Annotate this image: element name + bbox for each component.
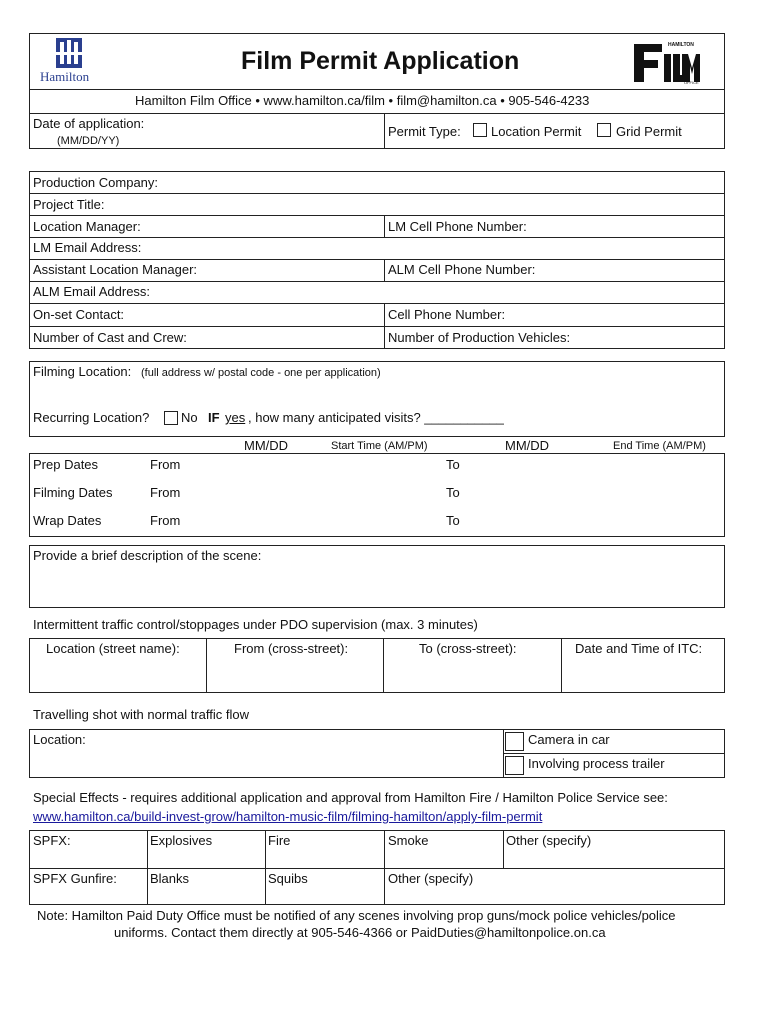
process-trailer-label: Involving process trailer xyxy=(528,756,665,771)
traffic-from-column[interactable]: From (cross-street): xyxy=(234,641,349,656)
date-format-hint: (MM/DD/YY) xyxy=(57,135,120,147)
recurring-no-checkbox[interactable] xyxy=(164,411,178,425)
grid-permit-label: Grid Permit xyxy=(616,124,682,139)
production-company-field[interactable]: Production Company: xyxy=(33,175,159,190)
prep-dates-label: Prep Dates xyxy=(33,457,99,472)
location-permit-checkbox[interactable] xyxy=(473,123,487,137)
production-info-box xyxy=(29,171,725,349)
onset-contact-field[interactable]: On-set Contact: xyxy=(33,307,125,322)
alm-email-field[interactable]: ALM Email Address: xyxy=(33,284,151,299)
wrap-dates-label: Wrap Dates xyxy=(33,513,102,528)
prep-from-field[interactable]: From xyxy=(150,457,181,472)
start-mmdd-header: MM/DD xyxy=(244,438,289,453)
filming-from-field[interactable]: From xyxy=(150,485,181,500)
anticipated-visits-label[interactable]: , how many anticipated visits? ___________ xyxy=(248,410,504,425)
traffic-datetime-column[interactable]: Date and Time of ITC: xyxy=(575,641,703,656)
spfx-explosives-cell[interactable]: Explosives xyxy=(150,833,213,848)
filming-location-hint: (full address w/ postal code - one per application) xyxy=(141,367,381,379)
travelling-shot-heading: Travelling shot with normal traffic flow xyxy=(33,707,250,722)
cell-phone-field[interactable]: Cell Phone Number: xyxy=(388,307,506,322)
spfx-gunfire-label: SPFX Gunfire: xyxy=(33,871,117,886)
paid-duty-note-line2: uniforms. Contact them directly at 905-546-4366 or PaidDuties@hamiltonpolice.on.ca xyxy=(114,925,606,940)
alm-cell-field[interactable]: ALM Cell Phone Number: xyxy=(388,262,536,277)
dates-table xyxy=(29,453,725,537)
traffic-location-column[interactable]: Location (street name): xyxy=(46,641,180,656)
alm-field[interactable]: Assistant Location Manager: xyxy=(33,262,198,277)
traffic-to-column[interactable]: To (cross-street): xyxy=(419,641,517,656)
spfx-label: SPFX: xyxy=(33,833,71,848)
permit-type-label: Permit Type: xyxy=(388,124,461,139)
filming-to-field[interactable]: To xyxy=(446,485,460,500)
cast-crew-field[interactable]: Number of Cast and Crew: xyxy=(33,330,187,345)
film-logo-top-text: HAMILTON xyxy=(668,42,694,48)
camera-in-car-checkbox[interactable] xyxy=(505,732,524,751)
film-office-logo xyxy=(632,40,702,86)
lm-cell-field[interactable]: LM Cell Phone Number: xyxy=(388,219,527,234)
vehicles-field[interactable]: Number of Production Vehicles: xyxy=(388,330,571,345)
date-of-application-label: Date of application: xyxy=(33,116,145,131)
spfx-permit-link[interactable]: www.hamilton.ca/build-invest-grow/hamilton-music-film/filming-hamilton/apply-film-permit xyxy=(33,809,543,824)
scene-description-label: Provide a brief description of the scene: xyxy=(33,548,262,563)
lm-email-field[interactable]: LM Email Address: xyxy=(33,240,142,255)
camera-in-car-label: Camera in car xyxy=(528,732,610,747)
start-time-header: Start Time (AM/PM) xyxy=(331,440,428,452)
spfx-fire-cell[interactable]: Fire xyxy=(268,833,291,848)
end-time-header: End Time (AM/PM) xyxy=(613,440,706,452)
location-manager-field[interactable]: Location Manager: xyxy=(33,219,141,234)
location-permit-label: Location Permit xyxy=(491,124,582,139)
spfx-heading: Special Effects - requires additional application and approval from Hamilton Fire / Hamilton Police Service see: xyxy=(33,790,668,805)
wrap-from-field[interactable]: From xyxy=(150,513,181,528)
project-title-field[interactable]: Project Title: xyxy=(33,197,105,212)
travelling-location-field[interactable]: Location: xyxy=(33,732,86,747)
spfx-smoke-cell[interactable]: Smoke xyxy=(388,833,429,848)
filming-location-label[interactable]: Filming Location: xyxy=(33,364,132,379)
hamilton-crest-icon xyxy=(36,36,100,72)
yes-label: yes xyxy=(225,410,246,425)
spfx-other-cell[interactable]: Other (specify) xyxy=(506,833,592,848)
contact-line: Hamilton Film Office • www.hamilton.ca/film • film@hamilton.ca • 905-546-4233 xyxy=(135,93,590,108)
filming-dates-label: Filming Dates xyxy=(33,485,113,500)
spfx-gunfire-other-cell[interactable]: Other (specify) xyxy=(388,871,474,886)
city-name: Hamilton xyxy=(40,69,90,84)
end-mmdd-header: MM/DD xyxy=(505,438,550,453)
traffic-control-heading: Intermittent traffic control/stoppages under PDO supervision (max. 3 minutes) xyxy=(33,617,478,632)
film-logo-bottom-text: OFFICE xyxy=(684,80,699,85)
spfx-blanks-cell[interactable]: Blanks xyxy=(150,871,190,886)
spfx-squibs-cell[interactable]: Squibs xyxy=(268,871,308,886)
wrap-to-field[interactable]: To xyxy=(446,513,460,528)
paid-duty-note-line1: Note: Hamilton Paid Duty Office must be notified of any scenes involving prop guns/mock police vehicles/police xyxy=(37,908,676,923)
prep-to-field[interactable]: To xyxy=(446,457,460,472)
recurring-location-label: Recurring Location? xyxy=(33,410,150,425)
process-trailer-checkbox[interactable] xyxy=(505,756,524,775)
recurring-no-label: No xyxy=(181,410,198,425)
if-label: IF xyxy=(208,410,220,425)
hamilton-logo xyxy=(36,36,100,86)
page-title: Film Permit Application xyxy=(241,47,520,75)
grid-permit-checkbox[interactable] xyxy=(597,123,611,137)
